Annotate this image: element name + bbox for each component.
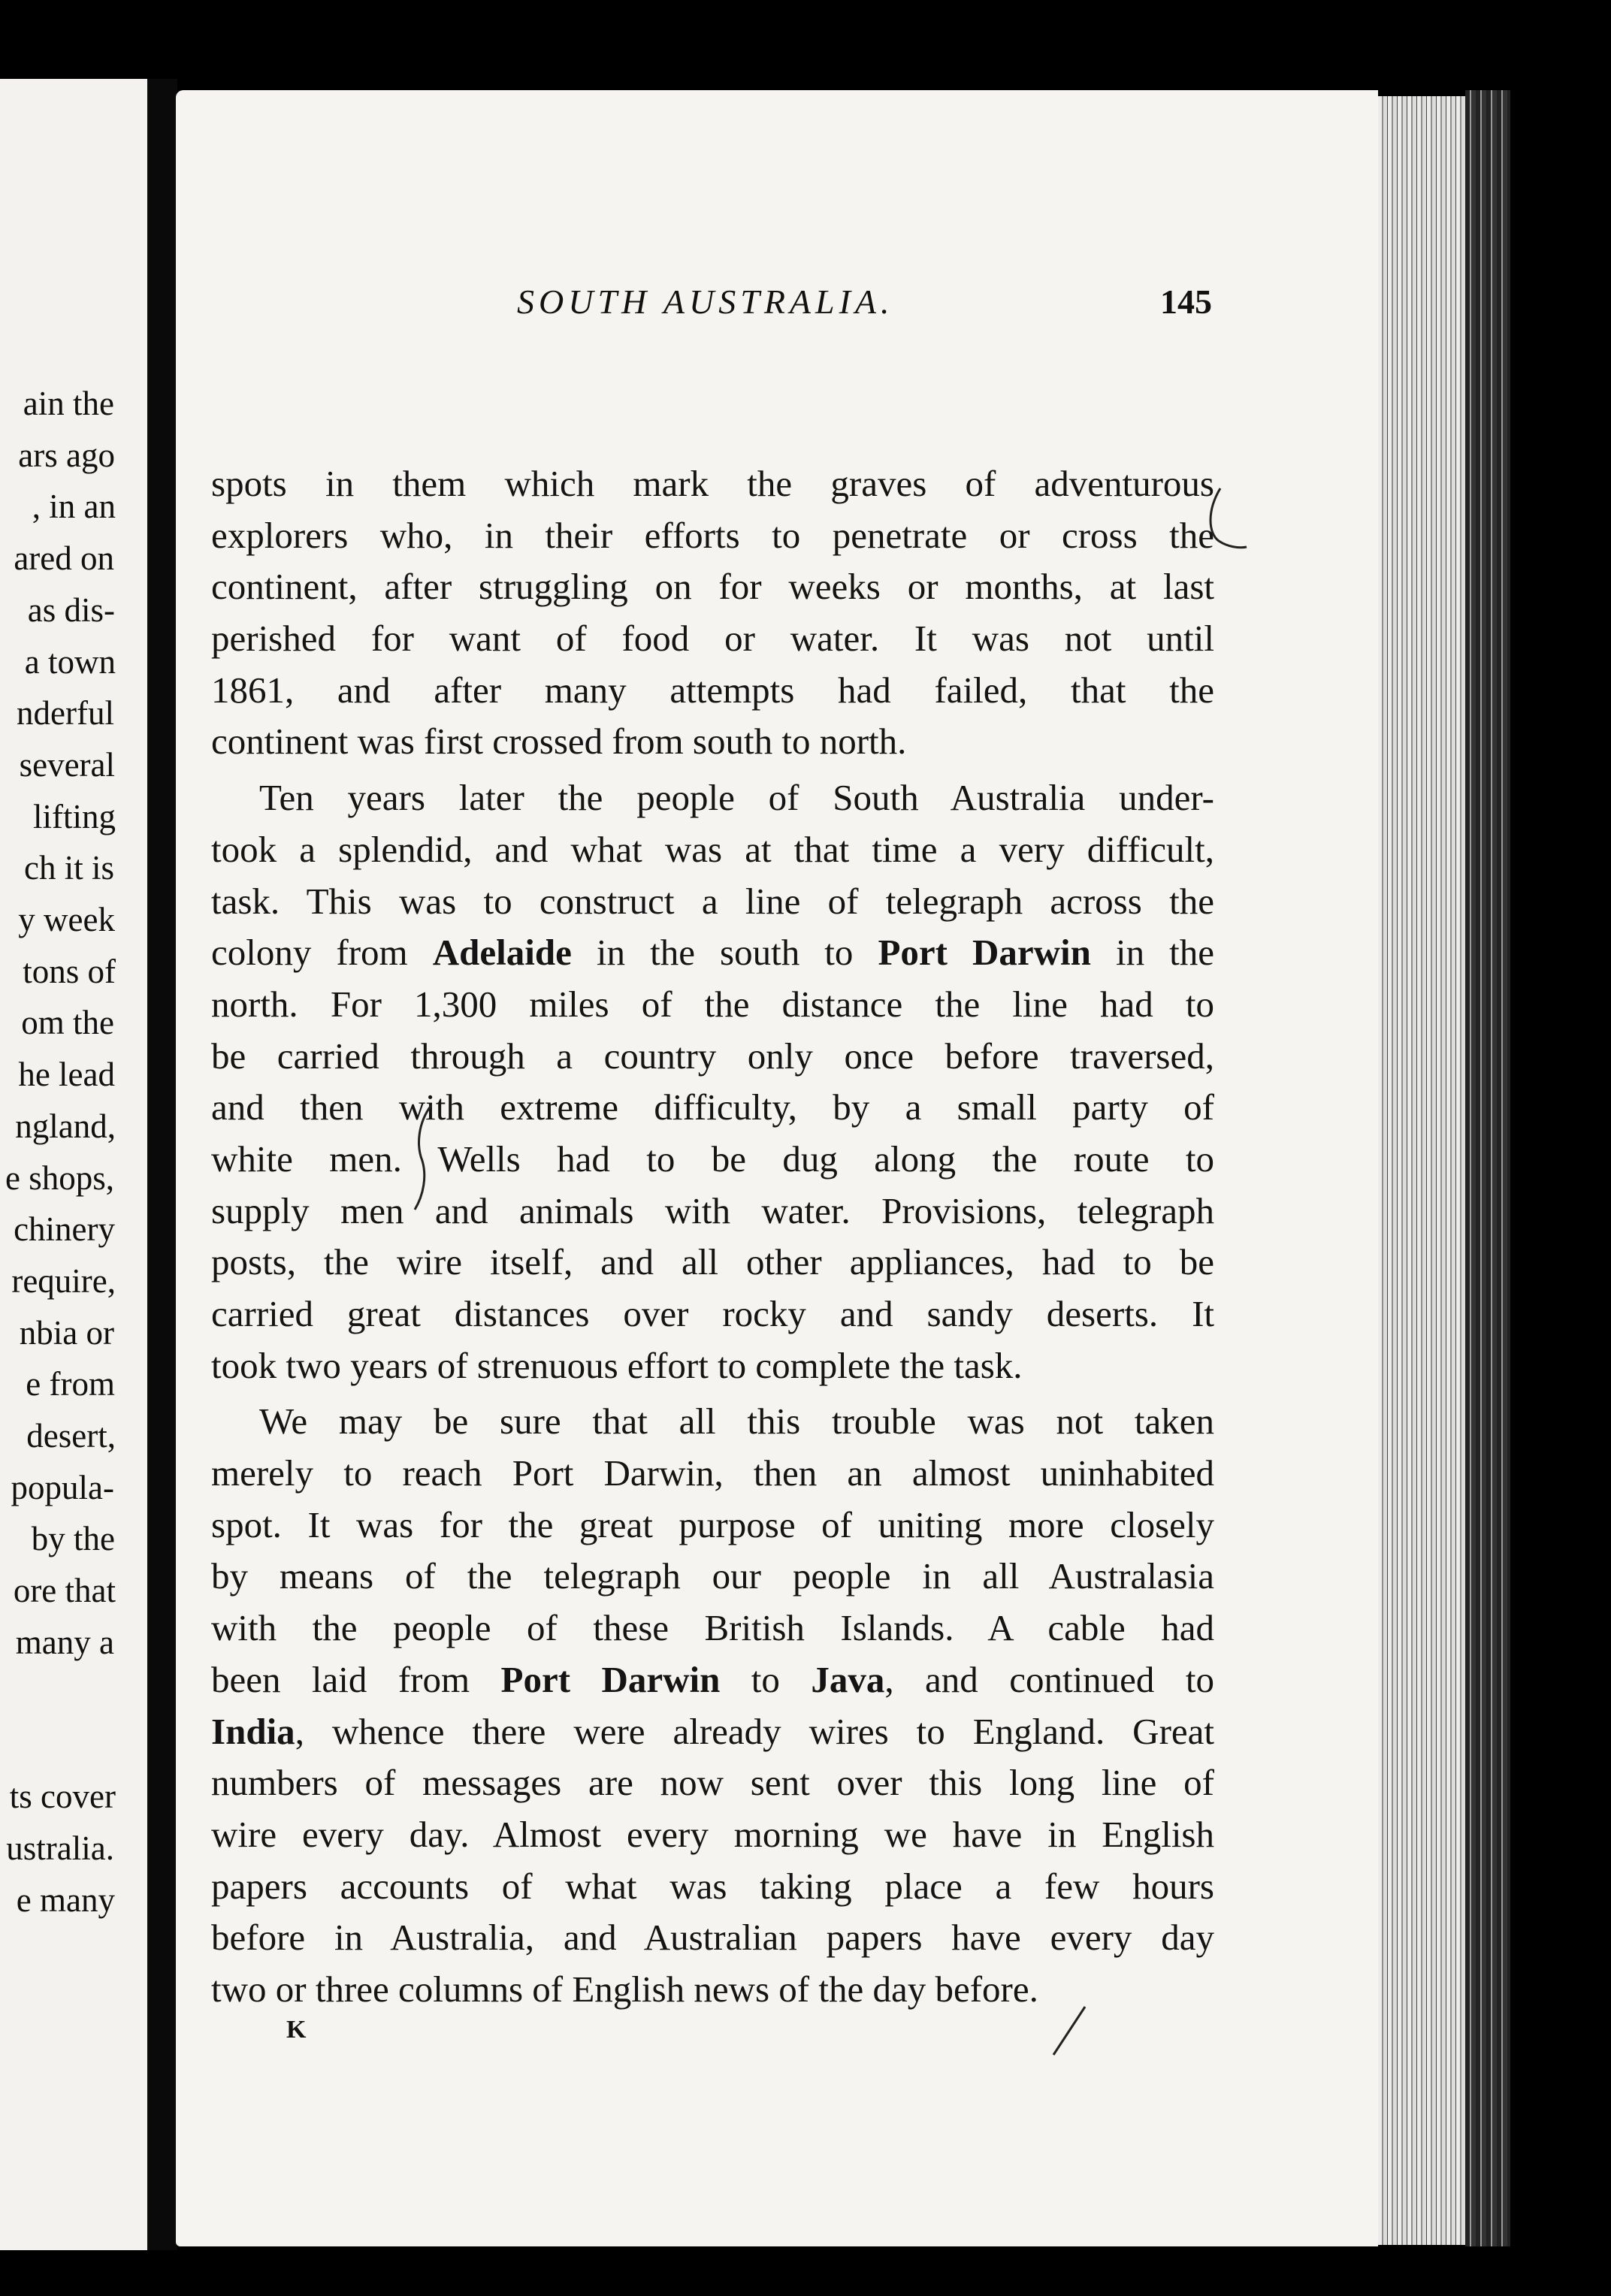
text-line: India, whence there were already wires to England. Great — [211, 1710, 1214, 1752]
text-line: posts, the wire itself, and all other appliances, had to be — [211, 1241, 1214, 1283]
signature-mark: K — [286, 2016, 307, 2044]
place-name: Port Darwin — [500, 1658, 721, 1700]
left-page-line: ustralia. — [6, 1829, 114, 1867]
left-page-line: desert, — [26, 1417, 116, 1455]
book-page — [176, 90, 1378, 2246]
text-line: with the people of these British Islands. A cable had — [211, 1607, 1214, 1649]
left-page-line: nderful — [17, 694, 114, 733]
left-page-line: om the — [21, 1004, 114, 1042]
left-page-line: several — [19, 745, 115, 784]
text-line: been laid from Port Darwin to Java, and continued to — [211, 1658, 1214, 1700]
left-page-line: , in an — [32, 488, 116, 526]
left-page-line: e shops, — [5, 1159, 114, 1197]
place-name: India — [211, 1710, 295, 1752]
text-line: two or three columns of English news of the day before. — [211, 1968, 1038, 2010]
book-gutter — [147, 79, 177, 2250]
place-name: Java — [811, 1658, 885, 1700]
left-page-line: e many — [16, 1881, 115, 1919]
text-line: merely to reach Port Darwin, then an almost uninhabited — [211, 1452, 1214, 1494]
text-line: task. This was to construct a line of telegraph across the — [211, 880, 1214, 922]
text-line: We may be sure that all this trouble was not taken — [259, 1400, 1214, 1443]
left-page-line: as dis- — [27, 591, 115, 629]
text-line: white men. Wells had to be dug along the route to — [211, 1137, 1214, 1180]
text-line: Ten years later the people of South Australia under- — [259, 777, 1214, 819]
text-line: continent was first crossed from south to north. — [211, 721, 907, 763]
place-name: Adelaide — [432, 932, 572, 974]
left-page-line: ars ago — [18, 436, 115, 474]
text-line: wire every day. Almost every morning we have in English — [211, 1813, 1214, 1855]
left-page-line: require, — [11, 1261, 116, 1300]
running-head — [176, 282, 1378, 327]
left-page-line: lifting — [33, 797, 116, 835]
pencil-bracket-mark-2 — [409, 1101, 439, 1213]
left-page-line: ts cover — [9, 1778, 116, 1816]
left-page-line: he lead — [18, 1056, 115, 1094]
left-page-line: by the — [31, 1520, 115, 1558]
left-page-line: ch it is — [24, 849, 114, 887]
left-page-line: ngland, — [15, 1107, 116, 1145]
left-page-line: y week — [18, 901, 115, 938]
text-line: perished for want of food or water. It was not until — [211, 618, 1214, 660]
left-page-line: nbia or — [19, 1313, 114, 1352]
page-edges — [1378, 96, 1465, 2245]
running-head-title: SOUTH AUSTRALIA. — [517, 282, 894, 321]
left-page-line: a town — [24, 642, 116, 681]
text-line: colony from Adelaide in the south to Port Darwin in the — [211, 932, 1214, 974]
left-page-line: chinery — [14, 1210, 115, 1249]
text-line: be carried through a country only once before traversed, — [211, 1035, 1214, 1077]
pencil-slash-mark — [1047, 2002, 1093, 2062]
text-line: numbers of messages are now sent over this long line of — [211, 1762, 1214, 1804]
text-line: north. For 1,300 miles of the distance the line had to — [211, 983, 1214, 1025]
text-line: by means of the telegraph our people in all Australasia — [211, 1555, 1214, 1597]
text-line: spot. It was for the great purpose of uniting more closely — [211, 1503, 1214, 1545]
page-number: 145 — [1160, 282, 1212, 321]
text-line: before in Australia, and Australian papers have every day — [211, 1917, 1214, 1959]
text-line: took a splendid, and what was at that time a very difficult, — [211, 828, 1214, 870]
text-line: explorers who, in their efforts to penetrate or cross the — [211, 514, 1214, 556]
text-line: continent, after struggling on for weeks or months, at last — [211, 566, 1214, 608]
left-page-line: ared on — [14, 539, 114, 578]
left-page-line: tons of — [23, 952, 116, 990]
left-page-line: e from — [26, 1365, 115, 1403]
text-line: carried great distances over rocky and sandy deserts. It — [211, 1293, 1214, 1334]
left-facing-page — [0, 79, 147, 2250]
left-page-line: ore that — [13, 1572, 116, 1610]
left-page-line: popula- — [11, 1468, 114, 1506]
text-line: took two years of strenuous effort to complete the task. — [211, 1344, 1023, 1386]
body-text — [211, 458, 1214, 2016]
text-line: and then with extreme difficulty, by a small party of — [211, 1086, 1214, 1128]
left-page-line: many a — [15, 1623, 114, 1661]
left-page-line: ain the — [23, 385, 114, 422]
text-line: supply men and animals with water. Provisions, telegraph — [211, 1189, 1214, 1231]
text-line: spots in them which mark the graves of adventurous — [211, 463, 1214, 504]
text-line: papers accounts of what was taking place a few hours — [211, 1865, 1214, 1907]
pencil-bracket-mark — [1205, 481, 1250, 563]
page-edges-dark — [1465, 90, 1510, 2246]
text-line: 1861, and after many attempts had failed, that the — [211, 669, 1214, 711]
place-name: Port Darwin — [878, 932, 1091, 974]
